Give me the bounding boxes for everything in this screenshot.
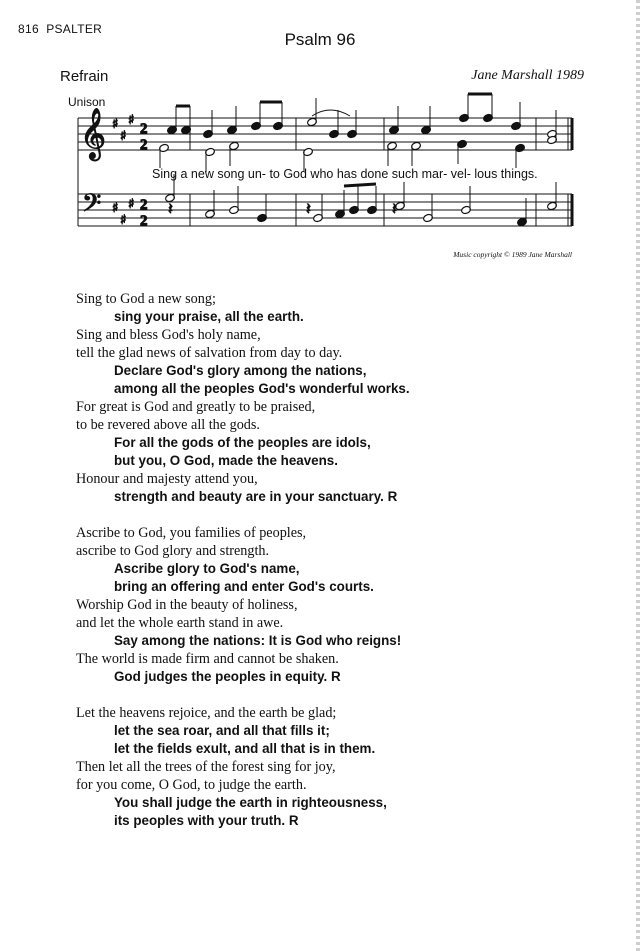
verse-line: for you come, O God, to judge the earth. <box>76 777 307 793</box>
treble-clef-icon: 𝄞 <box>80 108 107 159</box>
sharp-icon: ♯ <box>120 129 127 144</box>
rest-icon: 𝄽 <box>306 199 311 218</box>
verse-line: You shall judge the earth in righteousness, <box>114 795 387 810</box>
beam <box>344 184 376 186</box>
page-title: Psalm 96 <box>284 30 356 49</box>
sharp-icon: ♯ <box>128 197 135 212</box>
verse-line: let the fields exult, and all that is in them. <box>114 741 376 756</box>
verse-line: Say among the nations: It is God who reigns! <box>114 633 402 648</box>
sharp-icon: ♯ <box>112 117 119 132</box>
verse-line: its peoples with your truth. R <box>114 813 299 828</box>
page-edge <box>636 0 640 951</box>
verse-line: Honour and majesty attend you, <box>76 471 258 487</box>
verse-line: For all the gods of the peoples are idols, <box>114 435 371 450</box>
rest-icon: 𝄽 <box>168 199 173 218</box>
time-signature-bottom: 2 <box>140 137 148 153</box>
refrain-label: Refrain <box>60 68 109 85</box>
verse-line: Sing and bless God's holy name, <box>76 327 261 343</box>
music-copyright: Music copyright © 1989 Jane Marshall <box>453 250 572 259</box>
verse-line: Let the heavens rejoice, and the earth be glad; <box>76 705 337 721</box>
verse-line: tell the glad news of salvation from day to day. <box>76 345 343 361</box>
sharp-icon: ♯ <box>128 113 135 128</box>
slur <box>312 110 350 116</box>
verse-line: ascribe to God glory and strength. <box>76 543 270 559</box>
psalm-text <box>76 290 596 830</box>
composer-credit: Jane Marshall 1989 <box>471 68 584 83</box>
verse-line: The world is made firm and cannot be shaken. <box>76 651 339 667</box>
verse-line: Ascribe glory to God's name, <box>114 561 300 576</box>
verse-line: and let the whole earth stand in awe. <box>76 615 284 631</box>
verse-line: to be revered above all the gods. <box>76 417 260 433</box>
verse-line: among all the peoples God's wonderful works. <box>114 381 410 396</box>
bass-clef-icon: 𝄢 <box>82 189 102 224</box>
verse-line: sing your praise, all the earth. <box>114 309 304 324</box>
section-label: PSALTER <box>46 22 103 36</box>
rest-icon: 𝄽 <box>392 199 397 218</box>
verse-line: God judges the peoples in equity. R <box>114 669 341 684</box>
verse-line: Declare God's glory among the nations, <box>114 363 367 378</box>
music-score <box>0 0 640 270</box>
voicing-label: Unison <box>68 95 106 109</box>
verse-line: Then let all the trees of the forest sing for joy, <box>76 759 336 775</box>
page-number: 816 <box>18 22 39 36</box>
verse-line: Sing to God a new song; <box>76 291 216 307</box>
time-signature-bottom: 2 <box>140 213 148 229</box>
sharp-icon: ♯ <box>120 213 127 228</box>
time-signature-top: 2 <box>140 121 148 137</box>
verse-line: Ascribe to God, you families of peoples, <box>76 525 307 541</box>
time-signature-top: 2 <box>140 197 148 213</box>
bass-staff <box>78 194 572 226</box>
verse-line: For great is God and greatly to be praised, <box>76 399 316 415</box>
verse-line: let the sea roar, and all that fills it; <box>114 723 330 738</box>
verse-line: Worship God in the beauty of holiness, <box>76 597 298 613</box>
refrain-lyrics: Sing a new song un- to God who has done such mar- vel- lous things. <box>152 167 538 181</box>
score-notes <box>80 94 557 229</box>
verse-line: strength and beauty are in your sanctuary. R <box>114 489 398 504</box>
verse-line: but you, O God, made the heavens. <box>114 453 338 468</box>
sharp-icon: ♯ <box>112 201 119 216</box>
verse-line: bring an offering and enter God's courts. <box>114 579 374 594</box>
